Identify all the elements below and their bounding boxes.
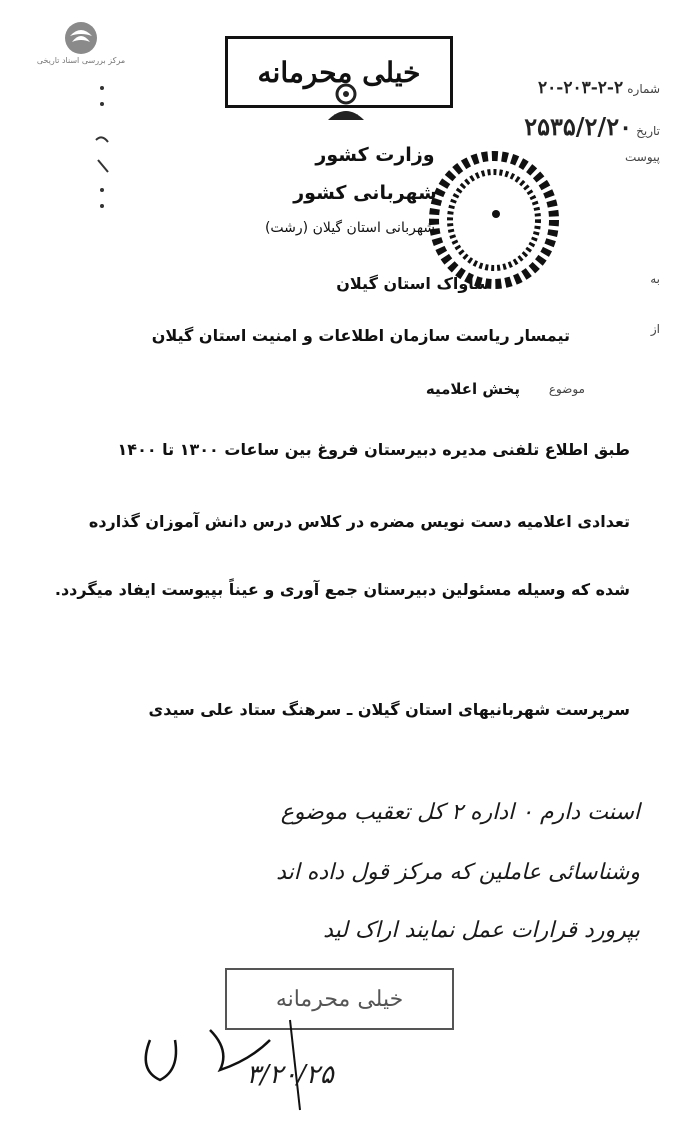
recipient-row bbox=[300, 270, 670, 300]
classification-stamp: خیلی محرمانه bbox=[225, 36, 453, 108]
subject-row bbox=[400, 378, 670, 408]
ministry-title: وزارت کشور bbox=[315, 144, 435, 166]
archive-logo bbox=[26, 20, 136, 70]
document-date bbox=[430, 112, 660, 146]
subject-label: موضوع bbox=[548, 382, 585, 396]
subject-value: پخش اعلامیه bbox=[425, 380, 520, 398]
date-value: ۲۵۳۵/۲/۲۰ bbox=[524, 112, 632, 141]
handwritten-line-2: وشناسائی عاملین که مرکز قول داده اند bbox=[276, 860, 640, 885]
province-police-title: شهربانی استان گیلان (رشت) bbox=[264, 220, 436, 236]
handwritten-date: ۳/۲۰/۲۵ bbox=[246, 1060, 334, 1090]
police-title: شهربانی کشور bbox=[293, 182, 437, 204]
document-attachment bbox=[570, 150, 660, 174]
lion-sun-emblem-icon bbox=[318, 76, 374, 132]
sender-label: از bbox=[650, 322, 660, 336]
circular-seal-icon bbox=[428, 150, 560, 290]
archive-logo-text: مرکز بررسی اسناد تاریخی bbox=[36, 56, 126, 65]
handwritten-line-3: بپرورد قرارات عمل نمایند اراک لید bbox=[323, 918, 640, 943]
date-label: تاریخ bbox=[636, 124, 660, 138]
body-line-2: تعدادی اعلامیه دست نویس مضره در کلاس درس دانش آموزان گذارده bbox=[88, 512, 630, 531]
body-line-1: طبق اطلاع تلفنی مدیره دبیرستان فروغ بین ساعات ۱۳۰۰ تا ۱۴۰۰ bbox=[117, 440, 630, 459]
document-number bbox=[470, 78, 660, 108]
archive-logo-icon bbox=[26, 20, 136, 60]
attachment-label: پیوست bbox=[625, 150, 660, 164]
margin-notation bbox=[88, 80, 118, 230]
number-label: شماره bbox=[627, 82, 660, 96]
signature-line: سرپرست شهربانیهای استان گیلان ـ سرهنگ ستاد علی سیدی bbox=[148, 700, 630, 719]
handwritten-line-1: اسنت دارم ۰ اداره ۲ کل تعقیب موضوع bbox=[280, 800, 640, 825]
sender-value: تیمسار ریاست سازمان اطلاعات و امنیت استان گیلان bbox=[151, 326, 570, 345]
body-line-3: شده که وسیله مسئولین دبیرستان جمع آوری و عیناً بپیوست ایفاد میگردد. bbox=[54, 580, 630, 599]
sender-row bbox=[150, 320, 670, 350]
number-value: ۲-۲-۲۰۳-۲۰ bbox=[537, 78, 624, 98]
classification-stamp-secondary: خیلی محرمانه bbox=[225, 968, 454, 1030]
recipient-value: ساواک استان گیلان bbox=[336, 274, 490, 293]
recipient-label: به bbox=[650, 272, 660, 286]
